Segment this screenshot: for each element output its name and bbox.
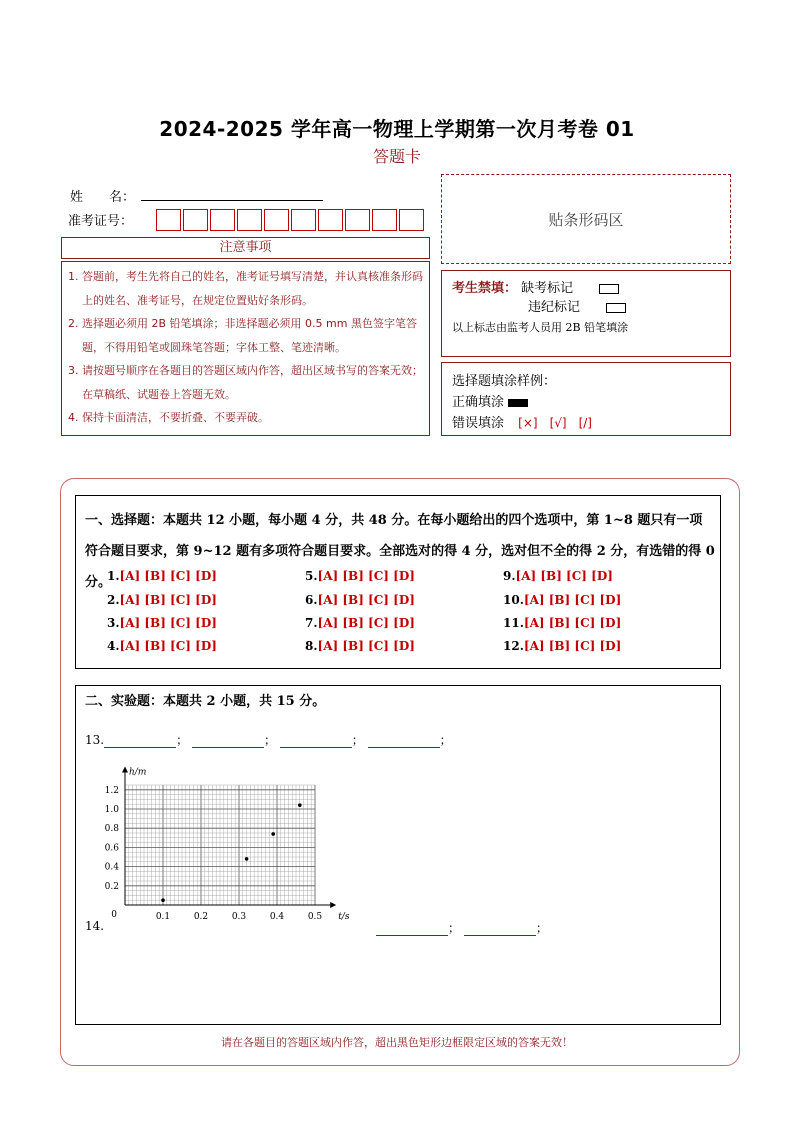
id-number-boxes[interactable] [156, 209, 426, 231]
forbidden-box [441, 270, 731, 357]
notice-heading: 注意事项 [61, 237, 430, 259]
notice-item: 2. 选择题必须用 2B 铅笔填涂；非选择题必须用 0.5 mm 黑色签字笔答题，不得用铅笔或圆珠笔答题；字体工整、笔迹清晰。 [68, 317, 417, 354]
name-field[interactable] [141, 200, 323, 201]
correct-fill-label: 正确填涂 [452, 395, 505, 410]
question-13: 13. ； ； ； ； [85, 733, 452, 747]
choice-question[interactable]: 6.[A] [B] [C] [D] [305, 593, 415, 607]
choice-question[interactable]: 12.[A] [B] [C] [D] [503, 639, 622, 653]
question-13-number: 13. [85, 733, 105, 747]
forbidden-label: 考生禁填： [452, 281, 518, 296]
id-digit-box[interactable] [156, 209, 181, 231]
id-digit-box[interactable] [399, 209, 424, 231]
h-t-chart [100, 767, 350, 922]
absent-mark-label: 缺考标记 [521, 281, 574, 296]
y-axis-label: h/m [129, 767, 147, 778]
y-tick-label: 0.4 [104, 862, 119, 873]
answer-blank[interactable] [192, 735, 264, 748]
section-choice-heading: 一、选择题：本题共 12 小题，每小题 4 分，共 48 分。在每小题给出的四个选项中，第 1~8 题只有一项符合题目要求，第 9~12 题有多项符合题目要求。全部选对的得 4 分，选对但不全的得 2 分，有选错的得 0 分。 [85, 513, 715, 590]
notice-item: 3. 请按题号顺序在各题目的答题区域内作答，超出区域书写的答案无效；在草稿纸、试题卷上答题无效。 [68, 364, 423, 401]
notice-item: 4. 保持卡面清洁，不要折叠、不要弄破。 [68, 411, 269, 424]
y-tick-label: 0.2 [104, 881, 119, 892]
choice-question[interactable]: 11.[A] [B] [C] [D] [503, 616, 622, 630]
answer-blank[interactable] [280, 735, 352, 748]
notice-box [61, 261, 430, 436]
origin-label: 0 [111, 910, 117, 920]
choice-question[interactable]: 8.[A] [B] [C] [D] [305, 639, 415, 653]
answer-blank[interactable] [464, 923, 536, 936]
y-tick-label: 1.0 [104, 805, 119, 815]
answer-blank[interactable] [104, 735, 176, 748]
fill-sample-title: 选择题填涂样例： [452, 374, 557, 389]
forbidden-note: 以上标志由监考人员用 2B 铅笔填涂 [452, 321, 629, 334]
y-tick-label: 0.8 [104, 824, 119, 835]
question-14-number: 14. [85, 919, 105, 933]
x-tick-label: 0.4 [269, 912, 285, 922]
choice-question[interactable]: 7.[A] [B] [C] [D] [305, 616, 415, 630]
choice-question[interactable]: 4.[A] [B] [C] [D] [107, 639, 217, 653]
choice-question[interactable]: 3.[A] [B] [C] [D] [107, 616, 217, 630]
id-digit-box[interactable] [264, 209, 289, 231]
violation-mark-box[interactable] [606, 303, 626, 313]
wrong-fill-marks: [×] [√] [/] [518, 416, 592, 430]
page-title: 2024-2025 学年高一物理上学期第一次月考卷 01 [159, 117, 635, 141]
chart-grid [125, 785, 315, 905]
data-point [298, 803, 302, 807]
data-point [161, 898, 165, 902]
question-14-blanks: ； ； [376, 919, 548, 936]
fill-sample-box [441, 362, 731, 436]
x-tick-label: 0.3 [231, 912, 247, 922]
choice-question[interactable]: 5.[A] [B] [C] [D] [305, 569, 415, 583]
barcode-area [441, 174, 731, 264]
id-digit-box[interactable] [183, 209, 208, 231]
choice-question[interactable]: 2.[A] [B] [C] [D] [107, 593, 217, 607]
x-tick-label: 0.2 [193, 912, 209, 922]
footer-warning: 请在各题目的答题区域内作答，超出黑色矩形边框限定区域的答案无效！ [221, 1036, 573, 1049]
x-axis-label: t/s [338, 912, 350, 922]
choice-question[interactable]: 9.[A] [B] [C] [D] [503, 569, 613, 583]
data-point [245, 857, 249, 861]
id-digit-box[interactable] [318, 209, 343, 231]
chart-axes [122, 767, 336, 908]
wrong-fill-label: 错误填涂 [452, 416, 505, 431]
id-digit-box[interactable] [372, 209, 397, 231]
y-tick-label: 1.2 [104, 785, 119, 796]
x-tick-label: 0.5 [307, 912, 323, 922]
chart-ticks [105, 768, 350, 922]
barcode-label: 贴条形码区 [548, 210, 624, 229]
page-subtitle: 答题卡 [372, 147, 421, 166]
data-point [271, 832, 275, 836]
absent-mark-box[interactable] [599, 284, 619, 294]
violation-mark-label: 违纪标记 [528, 300, 581, 315]
id-digit-box[interactable] [237, 209, 262, 231]
y-tick-label: 0.6 [104, 843, 119, 854]
id-label: 准考证号： [68, 214, 134, 229]
section-experiment-heading: 二、实验题：本题共 2 小题，共 15 分。 [85, 694, 326, 709]
answer-blank[interactable] [376, 923, 448, 936]
choice-question[interactable]: 1.[A] [B] [C] [D] [107, 569, 217, 583]
notice-item: 1. 答题前，考生先将自己的姓名，准考证号填写清楚，并认真核准条形码上的姓名、准考证号，在规定位置贴好条形码。 [68, 270, 423, 307]
x-axis-arrow [330, 902, 336, 908]
id-digit-box[interactable] [291, 209, 316, 231]
id-digit-box[interactable] [210, 209, 235, 231]
choice-question[interactable]: 10.[A] [B] [C] [D] [503, 593, 622, 607]
answer-blank[interactable] [368, 735, 440, 748]
x-tick-label: 0.1 [155, 912, 171, 922]
name-label: 姓 名： [70, 190, 136, 205]
correct-fill-mark [508, 399, 528, 407]
id-digit-box[interactable] [345, 209, 370, 231]
